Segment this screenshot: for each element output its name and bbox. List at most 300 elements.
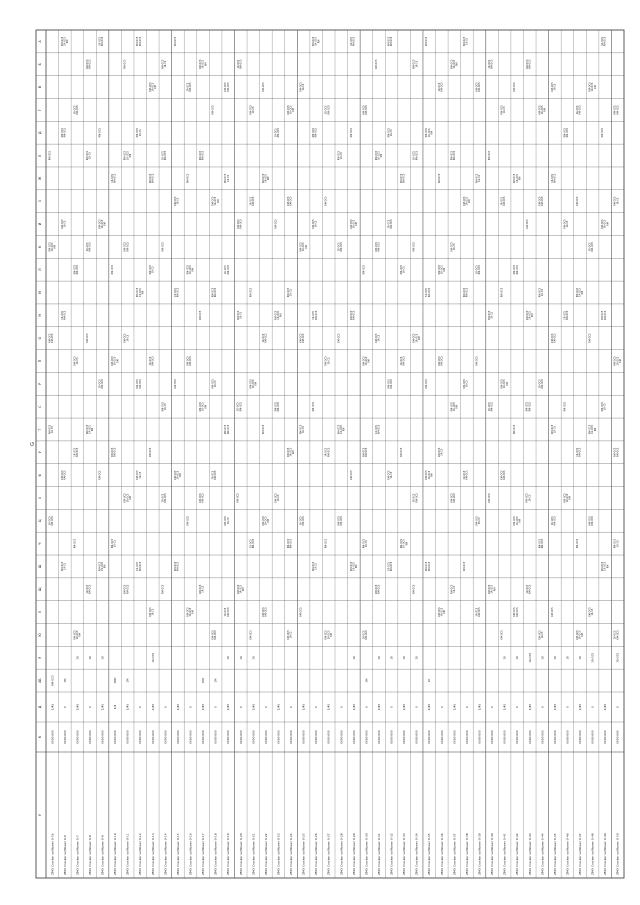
cell-code: 1R-C5 bbox=[302, 83, 306, 91]
cell-code: RM bbox=[103, 564, 107, 569]
row-name: ZMO Cracker solflower 0-22 bbox=[263, 833, 268, 875]
cell-mark: 1R bbox=[516, 656, 520, 660]
row-id-a: 1/45 bbox=[527, 703, 532, 711]
cell-code: 1R-OC5 bbox=[601, 37, 605, 46]
cell-code: 1R-C5 bbox=[151, 266, 155, 274]
row-name: ZMO Cracker solflower 0-6 bbox=[62, 835, 67, 875]
cell-code: 1R-OC5 bbox=[186, 82, 190, 92]
cell-code: RM bbox=[342, 427, 346, 432]
cell-code: 1R-OC5 bbox=[538, 379, 542, 389]
cell-code: 1R-OC5 bbox=[452, 402, 456, 412]
cell-code: RM-OC5 bbox=[588, 424, 592, 435]
cell-code: RM-OC5 bbox=[440, 356, 444, 366]
row-id-a: 1/45 bbox=[201, 703, 206, 711]
row-id-b: 0000-000 bbox=[238, 730, 243, 744]
cell-code: RM bbox=[116, 359, 120, 363]
cell-code: 1R-OC5 bbox=[462, 470, 466, 480]
cell-code: RM-OC5 bbox=[48, 333, 52, 343]
row-id-b: 0000-000 bbox=[113, 730, 118, 744]
cell-code: RM bbox=[91, 427, 95, 432]
cell-code: RM-OC5 bbox=[264, 333, 268, 343]
cell-code: RM bbox=[455, 404, 459, 409]
cell-code: 1R-OC5 bbox=[289, 447, 293, 457]
cell-code: RM-OC5 bbox=[337, 516, 341, 526]
cell-code: RM bbox=[317, 39, 321, 44]
cell-code: RM-OC5 bbox=[138, 36, 142, 47]
cell-mark: 1RD bbox=[202, 677, 206, 684]
row-id-a: 1/45 bbox=[502, 703, 507, 711]
row-id-a: 0 bbox=[87, 706, 92, 708]
cell-code: RM bbox=[593, 427, 597, 432]
cell-code: 1R-OC5 bbox=[88, 425, 92, 434]
cell-code: 1R-OC5 bbox=[236, 59, 240, 69]
cell-code: RM-OC5 bbox=[48, 242, 52, 252]
cell-code: RM-OC5 bbox=[613, 356, 617, 366]
cell-code: RM bbox=[455, 62, 459, 67]
cell-code: 1R-OC5 bbox=[349, 37, 353, 46]
cell-code: RM-OC5 bbox=[123, 150, 127, 161]
cell-code: RM bbox=[141, 290, 145, 295]
row-id-b: 0000-000 bbox=[439, 730, 444, 744]
cell-code: RM-OC5 bbox=[249, 379, 253, 389]
row-id-a: 1/45 bbox=[175, 703, 180, 711]
cell-code: RM-OC5 bbox=[450, 150, 454, 161]
cell-mark: 1R bbox=[352, 656, 356, 660]
cell-mark: 1R bbox=[553, 656, 557, 660]
row-name: ZMO Cracker solflower 0-36 bbox=[439, 833, 444, 875]
cell-code: RM-OC5 bbox=[450, 584, 454, 594]
cell-code: RM-OC5 bbox=[488, 584, 492, 594]
cell-code: RM-OC5 bbox=[462, 36, 466, 47]
cell-code: 1R-OC5 bbox=[249, 196, 253, 206]
cell-code: 1R-OC5 bbox=[603, 219, 607, 229]
row-name: ZMO Cracker solflower 0-7 bbox=[75, 835, 80, 875]
cell-code: RM-OC5 bbox=[226, 424, 230, 435]
cell-code: RM-OC5 bbox=[603, 310, 607, 321]
cell-code: RM-OC5 bbox=[415, 150, 419, 161]
column-header: Ю bbox=[38, 633, 42, 637]
cell-mark: 1R bbox=[252, 656, 256, 660]
cell-code: RM-OC5 bbox=[513, 607, 517, 617]
cell-mark: 1M bbox=[126, 678, 130, 683]
cell-code: 1R-C5 bbox=[314, 220, 318, 228]
cell-code: RM-OC5 bbox=[387, 128, 391, 138]
cell-code: RM-OC5 bbox=[475, 173, 479, 184]
row-name: ZMO Cracker solflower 0-27 bbox=[326, 833, 331, 875]
page-mark: G bbox=[30, 442, 36, 446]
cell-code: RM-OC5 bbox=[465, 470, 469, 480]
cell-code: 1R-OC5 bbox=[603, 562, 607, 571]
row-name: ZMO Cracker solflower 0-21 bbox=[251, 833, 256, 875]
cell-code: RM-OC5 bbox=[362, 447, 366, 457]
cell-code: RM-OC5 bbox=[123, 333, 127, 343]
cell-code: RM-OC5 bbox=[591, 242, 595, 252]
cell-code: RM bbox=[493, 587, 497, 592]
cell-code: RM-OC5 bbox=[400, 538, 404, 549]
row-id-a: 1/45 bbox=[226, 703, 231, 711]
cell-code: 1R-C5 bbox=[176, 197, 180, 205]
cell-code: RM bbox=[267, 176, 271, 181]
cell-code: RM-OC5 bbox=[299, 333, 303, 343]
cell-code: RM bbox=[204, 62, 208, 67]
cell-code: RM-OC5 bbox=[76, 105, 80, 115]
cell-code: RM bbox=[292, 450, 296, 455]
cell-code: 1R-C5 bbox=[540, 631, 544, 639]
cell-code: 1R-OC5 bbox=[488, 402, 492, 412]
cell-code: RM bbox=[128, 153, 132, 158]
cell-code: RM-OC5 bbox=[113, 173, 117, 184]
row-id-b: 0000-000 bbox=[565, 730, 570, 744]
cell-code: RM-OC5 bbox=[588, 607, 592, 617]
cell-code: RM-OC5 bbox=[362, 356, 366, 366]
cell-code: RM-OC5 bbox=[274, 219, 278, 229]
cell-code: 1R-OC5 bbox=[277, 310, 281, 320]
cell-code: RM-OC5 bbox=[437, 447, 441, 457]
cell-code: RM-OC5 bbox=[616, 630, 620, 640]
cell-code: RM-OC5 bbox=[214, 287, 218, 298]
cell-code: RM-OC5 bbox=[488, 310, 492, 321]
cell-code: RM-OC5 bbox=[201, 493, 205, 503]
cell-code: RM-OC5 bbox=[63, 470, 67, 480]
cell-code: RM-OC5 bbox=[377, 424, 381, 435]
cell-code: 1R-C5 bbox=[302, 426, 306, 433]
cell-mark: 1M bbox=[365, 678, 369, 683]
cell-code: 1R-OC5 bbox=[76, 630, 80, 640]
cell-code: RM-OC5 bbox=[186, 516, 190, 526]
cell-code: 1R-OC5 bbox=[503, 379, 507, 389]
cell-code: 1R-OC5 bbox=[73, 447, 77, 457]
cell-code: 1R-OC5 bbox=[201, 59, 205, 69]
cell-code: RM-OC5 bbox=[161, 584, 165, 594]
cell-code: 1R-OC5 bbox=[563, 310, 567, 320]
cell-code: RM bbox=[154, 85, 158, 89]
cell-code: 1R-OC5 bbox=[327, 630, 331, 640]
cell-code: RM-OC5 bbox=[48, 424, 52, 435]
cell-code: RM-OC5 bbox=[226, 82, 230, 92]
cell-code: 1R-C5 bbox=[63, 563, 67, 570]
cell-code: RM-OC5 bbox=[513, 82, 517, 92]
cell-code: RM-OC5 bbox=[161, 401, 165, 412]
cell-code: RM-OC5 bbox=[400, 265, 404, 275]
cell-code: RM-OC5 bbox=[73, 265, 77, 275]
cell-code: RM-OC5 bbox=[540, 379, 544, 389]
row-id-a: 0 bbox=[389, 706, 394, 708]
cell-code: RM-OC5 bbox=[249, 287, 253, 298]
cell-code: 1R-C5 bbox=[239, 311, 243, 319]
cell-code: RM-OC5 bbox=[236, 219, 240, 229]
row-id-a: 0 bbox=[414, 706, 419, 708]
row-name: ZMO Cracker solflower 0-5b bbox=[50, 833, 55, 875]
cell-code: RM bbox=[191, 610, 195, 614]
cell-code: RM-OC5 bbox=[603, 36, 607, 47]
cell-code: RM-OC5 bbox=[312, 128, 316, 138]
row-id-b: 0000-000 bbox=[603, 730, 608, 744]
column-header: Х bbox=[38, 496, 42, 500]
cell-code: RM-OC5 bbox=[437, 607, 441, 617]
row-name: ZMO Cracker solflower 0-41 bbox=[502, 833, 507, 875]
cell-code: RM-OC5 bbox=[173, 561, 177, 572]
cell-code: RM-OC5 bbox=[314, 310, 318, 321]
row-id-b: 0000-000 bbox=[615, 730, 620, 744]
cell-code: 1R-OC5 bbox=[101, 562, 105, 571]
cell-code: RM-OC5 bbox=[98, 219, 102, 229]
cell-code: RM-OC5 bbox=[462, 379, 466, 389]
cell-code: RM-OC5 bbox=[50, 333, 54, 343]
cell-code: 1R-C5 bbox=[138, 471, 142, 479]
row-id-b: 0000-000 bbox=[263, 730, 268, 744]
cell-code: 1R-C5 bbox=[591, 608, 595, 616]
cell-code: 1R-OC5 bbox=[274, 128, 278, 138]
cell-code: RM-OC5 bbox=[402, 356, 406, 366]
column-header: У bbox=[38, 451, 42, 454]
cell-code: 1R-OC5 bbox=[540, 105, 544, 115]
row-name: ZMO Cracker solflower 0-34 bbox=[414, 833, 419, 875]
cell-code: RM-OC5 bbox=[186, 607, 190, 617]
cell-code: RM-OC5 bbox=[563, 401, 567, 412]
row-id-a: 1/45 bbox=[351, 703, 356, 711]
row-id-b: 0000-000 bbox=[138, 730, 143, 744]
cell-code: RM-OC5 bbox=[576, 287, 580, 298]
column-header: Ц bbox=[38, 519, 42, 523]
cell-code: 1R-OC5 bbox=[452, 59, 456, 69]
cell-code: RM-OC5 bbox=[312, 561, 316, 572]
cell-code: RM-OC5 bbox=[352, 36, 356, 47]
cell-code: RM bbox=[204, 404, 208, 409]
cell-code: RM bbox=[430, 473, 434, 477]
cell-code: 1R-OC5 bbox=[576, 105, 580, 115]
cell-code: RM-OC5 bbox=[601, 401, 605, 412]
cell-code: RM-OC5 bbox=[85, 59, 89, 69]
cell-code: RM-OC5 bbox=[324, 630, 328, 640]
cell-code: 1R-OC5 bbox=[578, 288, 582, 297]
cell-code: RM-OC5 bbox=[613, 105, 617, 115]
row-name: ZMO Cracker solflower 0-16 bbox=[188, 833, 193, 875]
cell-code: RM-OC5 bbox=[299, 607, 303, 617]
row-name: ZMO Cracker solflower 0-14 bbox=[163, 833, 168, 875]
cell-code: RM-OC5 bbox=[186, 356, 190, 366]
cell-code: RM-OC5 bbox=[349, 128, 353, 138]
cell-code: RM-OC5 bbox=[214, 630, 218, 640]
cell-code: 1R-OC5 bbox=[440, 265, 444, 275]
cell-code: RM-OC5 bbox=[427, 561, 431, 572]
cell-code: RM-OC5 bbox=[277, 401, 281, 412]
cell-code: RM-OC5 bbox=[88, 59, 92, 69]
cell-code: RM-OC5 bbox=[540, 196, 544, 206]
cell-mark: 1R-OC5 bbox=[616, 652, 620, 663]
cell-code: RM-OC5 bbox=[478, 82, 482, 92]
cell-code: RM bbox=[103, 222, 107, 226]
cell-code: RM-OC5 bbox=[251, 196, 255, 206]
cell-code: RM bbox=[292, 108, 296, 112]
cell-mark: 1R bbox=[415, 656, 419, 660]
row-id-a: 0 bbox=[565, 706, 570, 708]
cell-code: RM-OC5 bbox=[538, 287, 542, 298]
cell-code: 1R-OC5 bbox=[151, 82, 155, 92]
cell-code: RM-OC5 bbox=[176, 287, 180, 298]
cell-code: RM-OC5 bbox=[488, 150, 492, 161]
cell-code: 1R-OC5 bbox=[60, 310, 64, 320]
cell-code: RM-OC5 bbox=[374, 333, 378, 343]
cell-code: 1R-OC5 bbox=[48, 516, 52, 526]
cell-code: RM-OC5 bbox=[390, 219, 394, 229]
cell-code: 1R-C5 bbox=[452, 243, 456, 251]
row-id-b: 0000-000 bbox=[50, 730, 55, 744]
cell-mark: 1R bbox=[503, 656, 507, 660]
row-id-b: 0000-000 bbox=[213, 730, 218, 744]
cell-code: 1R-OC5 bbox=[148, 356, 152, 366]
cell-code: RM-OC5 bbox=[462, 287, 466, 298]
cell-code: RM-OC5 bbox=[226, 265, 230, 275]
column-header: И bbox=[38, 222, 42, 226]
cell-code: RM-OC5 bbox=[101, 379, 105, 389]
row-name: ZMO Cracker solflower 0-25 bbox=[301, 833, 306, 875]
row-name: ZMO Cracker solflower 0-23 bbox=[276, 833, 281, 875]
cell-code: RM-OC5 bbox=[513, 265, 517, 275]
cell-code: RM-OC5 bbox=[374, 150, 378, 161]
cell-code: RM-OC5 bbox=[199, 584, 203, 594]
cell-code: RM-OC5 bbox=[427, 287, 431, 298]
cell-code: 1R-OC5 bbox=[50, 242, 54, 252]
cell-mark: 1R bbox=[428, 678, 432, 683]
row-id-b: 0000-000 bbox=[201, 730, 206, 744]
cell-code: RM-OC5 bbox=[324, 356, 328, 366]
row-id-a: 0 bbox=[62, 706, 67, 708]
cell-code: RM bbox=[606, 564, 610, 569]
cell-code: RM-OC5 bbox=[503, 196, 507, 206]
row-id-a: 0 bbox=[515, 706, 520, 708]
column-header: П bbox=[38, 359, 42, 363]
row-id-b: 0000-000 bbox=[452, 730, 457, 744]
row-id-b: 0000-000 bbox=[464, 730, 469, 744]
row-name: ZMO Cracker solflower 0-46 bbox=[565, 833, 570, 875]
cell-code: RM-OC5 bbox=[324, 538, 328, 549]
cell-code: 1R-OC5 bbox=[616, 356, 620, 366]
cell-mark: 1R bbox=[566, 656, 570, 660]
cell-code: 1R-C5 bbox=[126, 334, 130, 342]
cell-code: 1R-C5 bbox=[553, 426, 557, 433]
cell-code: RM-OC5 bbox=[365, 447, 369, 457]
cell-code: RM-OC5 bbox=[126, 242, 130, 252]
cell-mark: 1R bbox=[390, 656, 394, 660]
cell-code: 1R-OC5 bbox=[189, 607, 193, 617]
cell-code: RM-OC5 bbox=[60, 219, 64, 229]
cell-code: RM-OC5 bbox=[249, 630, 253, 640]
cell-code: 1R-C5 bbox=[289, 631, 293, 639]
row-name: ZMO Cracker solflower 0-32 bbox=[389, 833, 394, 875]
cell-code: 1R-OC5 bbox=[591, 82, 595, 92]
row-id-a: 0 bbox=[289, 706, 294, 708]
cell-code: 1R-OC5 bbox=[412, 493, 416, 503]
row-id-a: 1/45 bbox=[150, 703, 155, 711]
cell-code: RM-OC5 bbox=[63, 128, 67, 138]
cell-code: RM-OC5 bbox=[287, 447, 291, 457]
cell-code: 1R-C5 bbox=[616, 197, 620, 205]
row-name: ZMO Cracker solflower 0-49 bbox=[603, 833, 608, 875]
cell-code: 1R-C5 bbox=[365, 540, 369, 548]
cell-code: RM-OC5 bbox=[138, 561, 142, 572]
row-id-b: 0000-000 bbox=[226, 730, 231, 744]
cell-code: 1R-C5 bbox=[553, 83, 557, 91]
row-id-a: 1/45 bbox=[276, 703, 281, 711]
cell-code: 1R-OC5 bbox=[475, 265, 479, 275]
cell-code: 1R-OC5 bbox=[475, 607, 479, 617]
cell-code: RM-OC5 bbox=[299, 82, 303, 92]
cell-code: RM bbox=[279, 313, 283, 318]
cell-code: RM-OC5 bbox=[553, 516, 557, 526]
row-id-a: 1/45 bbox=[578, 703, 583, 711]
cell-code: RM bbox=[443, 610, 447, 614]
cell-code: RM-OC5 bbox=[337, 150, 341, 161]
row-name: ZMO Cracker solflower 0-31 bbox=[376, 833, 381, 875]
cell-code: RM bbox=[254, 382, 258, 386]
cell-code: RM-OC5 bbox=[402, 173, 406, 184]
cell-code: RM-OC5 bbox=[450, 401, 454, 412]
row-name: ZMO Cracker solflower 0-50 bbox=[615, 833, 620, 875]
cell-code: RM-OC5 bbox=[136, 36, 140, 47]
cell-code: 1R-C5 bbox=[113, 540, 117, 548]
cell-code: RM bbox=[191, 267, 195, 272]
row-name: ZMO Cracker solflower 0-17 bbox=[201, 833, 206, 875]
cell-code: 1R-OC5 bbox=[189, 265, 193, 275]
cell-code: 1R-OC5 bbox=[324, 447, 328, 457]
row-id-a: 0 bbox=[364, 706, 369, 708]
column-header: Б bbox=[38, 63, 42, 66]
cell-code: 1R-OC5 bbox=[576, 447, 580, 457]
cell-code: RM-OC5 bbox=[60, 470, 64, 480]
cell-code: RM-OC5 bbox=[538, 105, 542, 115]
cell-code: RM-OC5 bbox=[462, 561, 466, 572]
cell-code: RM-OC5 bbox=[349, 470, 353, 480]
row-id-a: 0 bbox=[615, 706, 620, 708]
cell-code: 1R-OC5 bbox=[490, 584, 494, 594]
row-name: ZMO Cracker solflower 0-24 bbox=[289, 833, 294, 875]
cell-code: RM bbox=[66, 39, 70, 44]
cell-code: RM-OC5 bbox=[538, 630, 542, 640]
row-id-b: 0000-000 bbox=[314, 730, 319, 744]
cell-code: RM-OC5 bbox=[189, 82, 193, 92]
row-id-b: 0000-000 bbox=[251, 730, 256, 744]
row-id-a: 1/45 bbox=[326, 703, 331, 711]
cell-code: RM bbox=[355, 222, 359, 226]
cell-code: 1R-OC5 bbox=[440, 607, 444, 617]
cell-code: RM-OC5 bbox=[475, 516, 479, 526]
cell-code: RM-OC5 bbox=[566, 128, 570, 138]
cell-code: RM-OC5 bbox=[576, 196, 580, 206]
cell-code: RM-OC5 bbox=[387, 470, 391, 480]
cell-code: 1R-OC5 bbox=[289, 105, 293, 115]
cell-code: 1R-C5 bbox=[251, 106, 255, 114]
cell-code: RM-OC5 bbox=[563, 493, 567, 503]
cell-code: RM-OC5 bbox=[274, 310, 278, 321]
cell-code: RM-OC5 bbox=[352, 310, 356, 321]
row-id-b: 0000-000 bbox=[578, 730, 583, 744]
cell-code: RM-OC5 bbox=[314, 128, 318, 138]
cell-code: 1R-OC5 bbox=[588, 242, 592, 252]
cell-code: RM-OC5 bbox=[289, 538, 293, 549]
cell-code: RM-OC5 bbox=[176, 561, 180, 572]
cell-mark: 1R bbox=[377, 656, 381, 660]
row-name: ZMO Cracker solflower 0-37 bbox=[452, 833, 457, 875]
cell-code: RM-OC5 bbox=[123, 59, 127, 69]
row-name: ZMO Cracker solflower 0-26 bbox=[314, 833, 319, 875]
cell-code: RM-OC5 bbox=[327, 105, 331, 115]
row-name: ZMO Cracker solflower 0-39 bbox=[477, 833, 482, 875]
column-header: Д bbox=[38, 131, 42, 134]
row-id-a: 1/45 bbox=[552, 703, 557, 711]
cell-mark: 1R bbox=[227, 656, 231, 660]
cell-code: RM-OC5 bbox=[390, 561, 394, 572]
cell-code: RM-OC5 bbox=[173, 470, 177, 480]
